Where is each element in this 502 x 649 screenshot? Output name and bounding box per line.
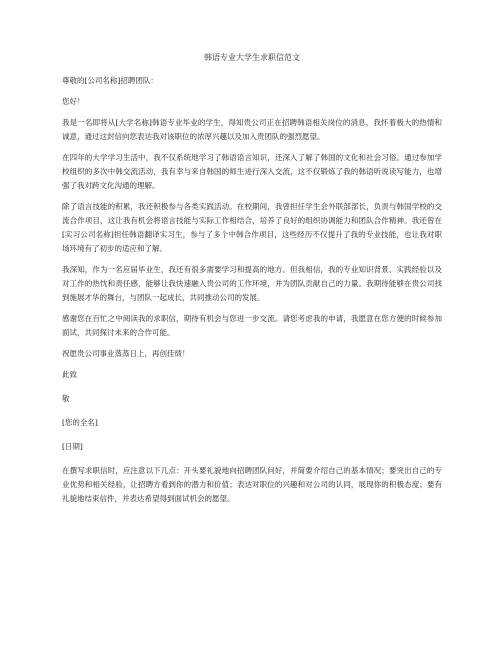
- body-paragraph-wishes: 祝愿贵公司事业蒸蒸日上，再创佳绩！: [62, 349, 190, 358]
- body-paragraph-practice: 除了语言技能的积累，我还积极参与各类实践活动。在校期间，我曾担任学生会外联部部长，负责与韩国学校的交流合作项目，这让我有机会将语言技能与实际工作相结合，培养了良好的组织协调能力和团队合作精神。我还曾在[实习公司名称]担任韩语翻译实习生，参与了多个中韩合作项目，这些经历不仅提升了我的专业技能，也让我对职场环境有了初步的适应和了解。: [62, 202, 442, 253]
- closing-line-1: 此致: [62, 370, 77, 379]
- signature-name: [您的全名]: [62, 418, 98, 427]
- writing-tips-paragraph: 在撰写求职信时，应注意以下几点：开头要礼貌地向招聘团队问好，并简要介绍自己的基本情况；要突出自己的专业优势和相关经验，让招聘方看到你的潜力和价值；表达对职位的兴趣和对公司的认同，展现你的积极态度；要有礼貌地结束信件，并表达希望得到面试机会的愿望。: [62, 466, 442, 503]
- salutation: 尊敬的[公司名称]招聘团队：: [62, 76, 158, 85]
- greeting: 您好！: [62, 97, 85, 106]
- closing-line-2: 敬: [62, 394, 70, 403]
- body-paragraph-thanks: 感谢您在百忙之中阅读我的求职信，期待有机会与您进一步交流。请您考虑我的申请，我愿意在您方便的时候参加面试，共同探讨未来的合作可能。: [62, 314, 442, 337]
- body-paragraph-study: 在四年的大学学习生活中，我不仅系统地学习了韩语语言知识，还深入了解了韩国的文化和社会习俗。通过参加学校组织的多次中韩交流活动，我有幸与来自韩国的师生进行深入交流，这不仅锻炼了我的韩语听说读写能力，也增强了我对跨文化沟通的理解。: [62, 153, 442, 190]
- body-paragraph-commitment: 我深知，作为一名应届毕业生，我还有很多需要学习和提高的地方。但我相信，我的专业知识背景、实践经验以及对工作的热忱和责任感，能够让我快速融入贵公司的工作环境，并为团队贡献自己的力量。我期待能够在贵公司找到施展才华的舞台，与团队一起成长，共同推动公司的发展。: [62, 265, 442, 302]
- page-title: 韩语专业大学生求职信范文: [204, 53, 300, 62]
- body-paragraph-intro: 我是一名即将从[大学名称]韩语专业毕业的学生，得知贵公司正在招聘韩语相关岗位的消息，我怀着极大的热情和诚意，通过这封信向您表达我对该职位的浓厚兴趣以及加入贵团队的强烈愿望。: [62, 118, 442, 141]
- signature-date: [日期]: [62, 442, 83, 451]
